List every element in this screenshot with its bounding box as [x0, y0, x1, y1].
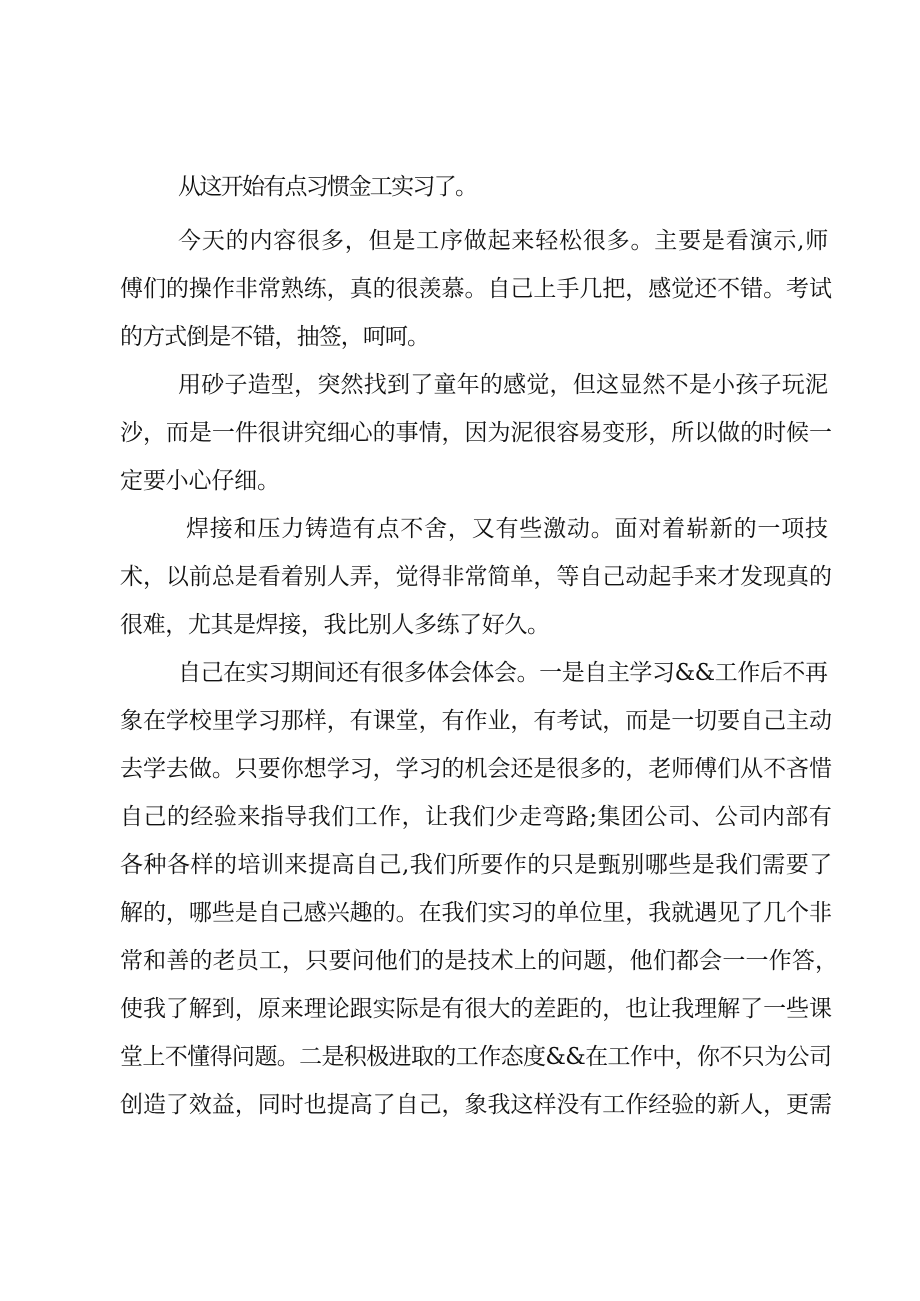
paragraph-3-line-3: 定要小心仔细。	[120, 468, 280, 494]
paragraph-5-line-5: 各种各样的培训来提高自己,我们所要作的只是甄别哪些是我们需要了	[120, 852, 833, 878]
paragraph-5-line-6: 解的，哪些是自己感兴趣的。在我们实习的单位里，我就遇见了几个非	[120, 900, 832, 926]
paragraph-4-line-3: 很难，尤其是焊接，我比别人多练了好久。	[120, 612, 550, 638]
paragraph-5-line-2: 象在学校里学习那样，有课堂，有作业，有考试，而是一切要自己主动	[120, 708, 832, 734]
paragraph-5-line-3: 去学去做。只要你想学习，学习的机会还是很多的，老师傅们从不吝惜	[120, 756, 832, 782]
paragraph-1-line-1: 从这开始有点习惯金工实习了。	[178, 174, 477, 200]
paragraph-4-line-2: 术，以前总是看着别人弄，觉得非常简单，等自己动起手来才发现真的	[120, 564, 832, 590]
paragraph-5-line-4: 自己的经验来指导我们工作，让我们少走弯路;集团公司、公司内部有	[120, 804, 833, 830]
paragraph-5-line-7: 常和善的老员工，只要问他们的是技术上的问题，他们都会一一作答，	[120, 948, 839, 974]
paragraph-5-line-8: 使我了解到，原来理论跟实际是有很大的差距的，也让我理解了一些课	[120, 996, 832, 1022]
paragraph-5-line-9: 堂上不懂得问题。二是积极进取的工作态度&&在工作中，你不只为公司	[120, 1044, 832, 1070]
paragraph-2-line-3: 的方式倒是不错，抽签，呵呵。	[120, 324, 430, 350]
paragraph-2-line-1: 今天的内容很多，但是工序做起来轻松很多。主要是看演示,师	[178, 228, 830, 254]
paragraph-4-line-1: 焊接和压力铸造有点不舍，又有些激动。面对着崭新的一项技	[186, 516, 829, 542]
paragraph-3-line-2: 沙，而是一件很讲究细心的事情，因为泥很容易变形，所以做的时候一	[120, 420, 832, 446]
paragraph-5-line-1: 自己在实习期间还有很多体会体会。一是自主学习&&工作后不再	[178, 660, 828, 686]
paragraph-2-line-2: 傅们的操作非常熟练，真的很羡慕。自己上手几把，感觉还不错。考试	[120, 276, 832, 302]
paragraph-3-line-1: 用砂子造型，突然找到了童年的感觉，但这显然不是小孩子玩泥	[178, 372, 829, 398]
paragraph-5-line-10: 创造了效益，同时也提高了自己，象我这样没有工作经验的新人，更需	[120, 1092, 832, 1118]
